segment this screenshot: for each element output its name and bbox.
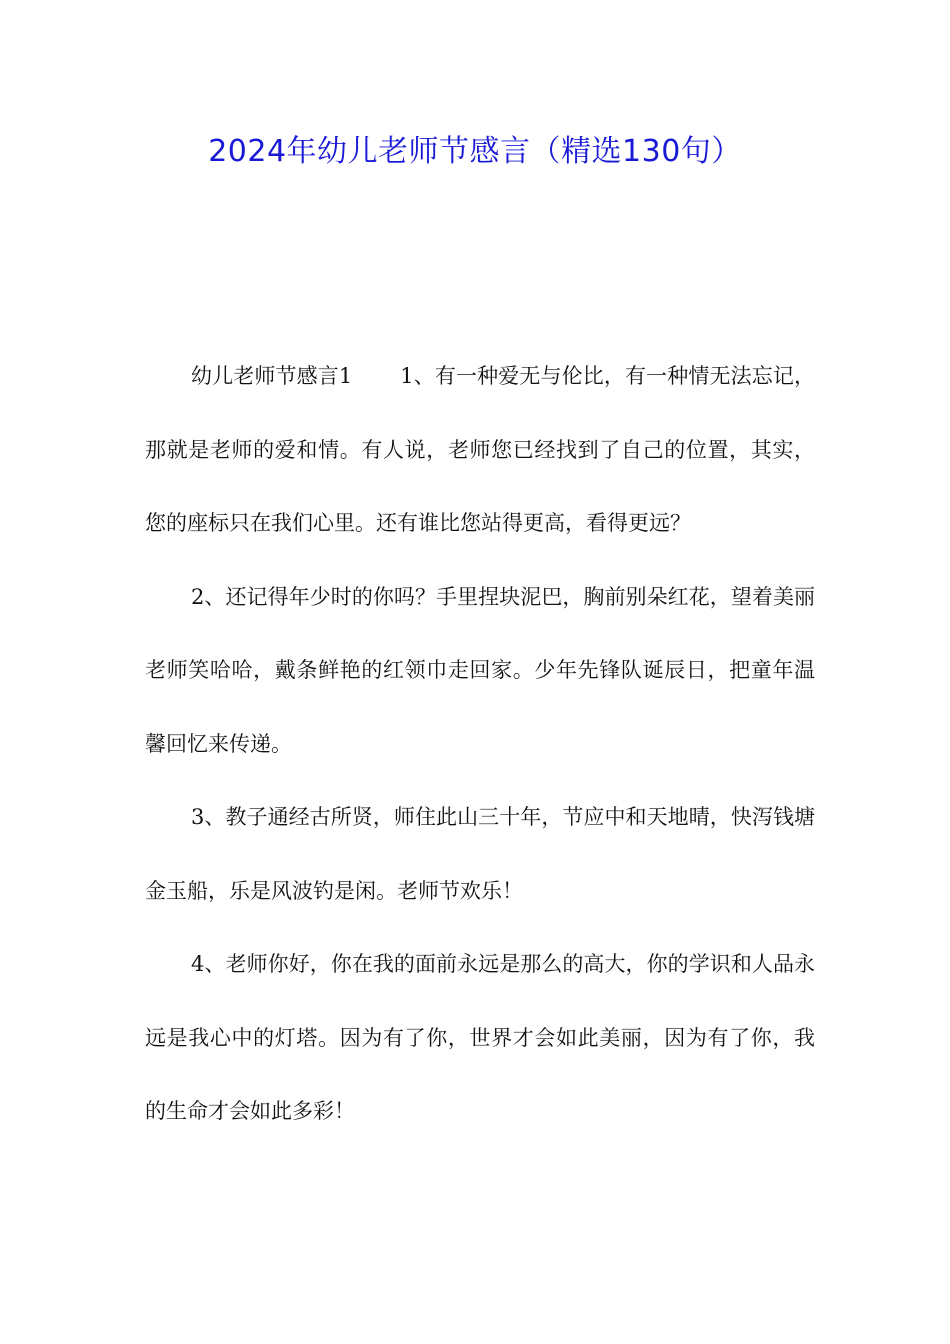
document-body	[145, 340, 815, 1149]
document-title: 2024年幼儿老师节感言（精选130句）	[208, 134, 742, 169]
section-heading: 幼儿老师节感言1	[191, 364, 353, 388]
paragraph-2: 2、还记得年少时的你吗？手里捏块泥巴，胸前别朵红花，望着美丽老师笑哈哈，戴条鲜艳的红领巾走回家。少年先锋队诞辰日，把童年温馨回忆来传递。	[145, 584, 815, 756]
paragraph-4: 4、老师你好，你在我的面前永远是那么的高大，你的学识和人品永远是我心中的灯塔。因为有了你，世界才会如此美丽，因为有了你，我的生命才会如此多彩！	[145, 952, 815, 1123]
paragraph-text: 1、有一种爱无与伦比，有一种情无法忘记，那就是老师的爱和情。有人说，老师您已经找到了自己的位置，其实，您的座标只在我们心里。还有谁比您站得更高，看得更远？	[145, 364, 815, 535]
paragraph-1	[145, 340, 815, 561]
paragraph-3: 3、教子通经古所贤，师住此山三十年，节应中和天地晴，快泻钱塘金玉船，乐是风波钓是闲。老师节欢乐！	[145, 805, 815, 903]
